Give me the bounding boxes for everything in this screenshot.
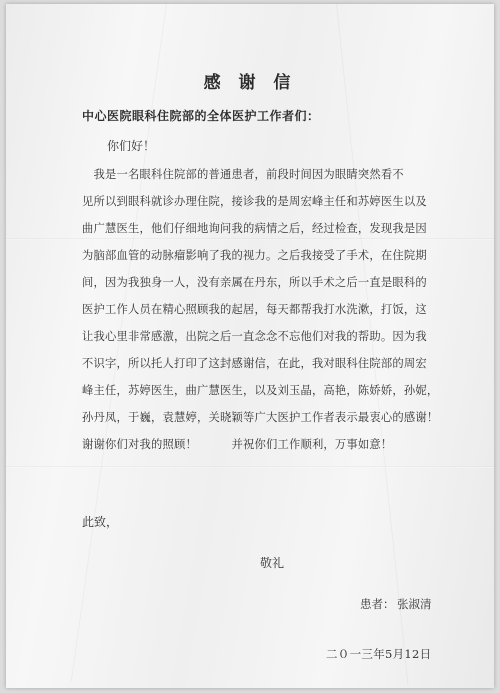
greeting: 你们好！ [107, 139, 156, 153]
regards-text: 敬礼 [260, 556, 285, 570]
letter-title: 感 谢 信 [203, 73, 297, 93]
body-line: 不识字，所以托人打印了这封感谢信，在此，我对眼科住院部的周宏 [82, 357, 427, 370]
closing-text: 此致， [82, 515, 119, 529]
body-line: 峰主任，苏婷医生，曲广慧医生，以及刘玉晶，高艳，陈娇娇，孙妮， [82, 384, 439, 397]
body-line: 让我心里非常感激，出院之后一直念念不忘他们对我的帮助。因为我 [82, 330, 427, 343]
body-line: 我是一名眼科住院部的普通患者，前段时间因为眼睛突然看不 [82, 168, 404, 181]
signer-label: 患者： [360, 597, 395, 611]
signer-name: 张淑清 [397, 597, 432, 611]
body-line: 孙丹凤，于巍，袁慧婷，关晓颖等广大医护工作者表示最衷心的感谢！ [82, 411, 439, 424]
paper-fold [6, 466, 494, 468]
body-line: 医护工作人员在精心照顾我的起居，每天都帮我打水洗漱，打饭，这 [82, 303, 427, 316]
body-line: 为脑部血管的动脉瘤影响了我的视力。之后我接受了手术，在住院期 [82, 249, 427, 262]
body-line: 谢谢你们对我的照顾！ 并祝你们工作顺利，万事如意！ [82, 438, 393, 451]
body-line: 间，因为我独身一人，没有亲属在丹东，所以手术之后一直是眼科的 [82, 276, 427, 289]
paper-fold [6, 238, 494, 240]
body-line: 见所以到眼科就诊办理住院，接诊我的是周宏峰主任和苏婷医生以及 [82, 195, 427, 208]
letter-date: 二０一三年5月12日 [326, 647, 432, 661]
salutation: 中心医院眼科住院部的全体医护工作者们： [82, 109, 320, 123]
body-line: 曲广慧医生，他们仔细地询问我的病情之后，经过检查，发现我是因 [82, 222, 427, 235]
paper-crease [336, 4, 408, 684]
